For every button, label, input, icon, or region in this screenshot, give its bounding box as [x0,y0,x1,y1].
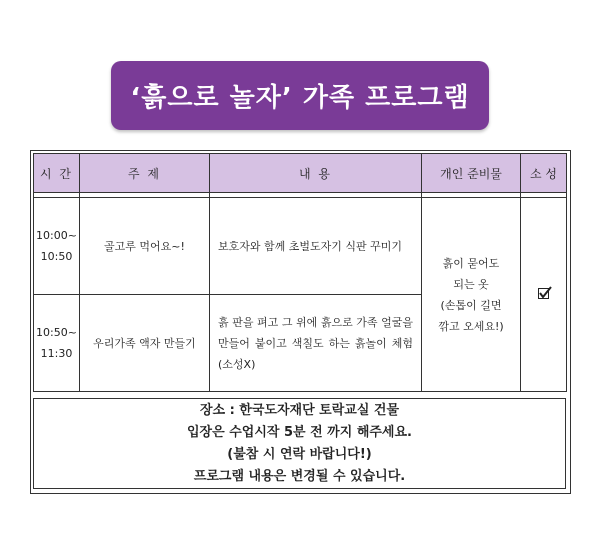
notice-box [33,398,566,489]
prep-line: (손톱이 길면 [440,298,502,312]
page-title: ‘흙으로 놀자’ 가족 프로그램 [130,83,470,113]
prep-line: 흙이 묻어도 [442,256,500,270]
header-row [34,154,567,193]
checked-box-icon [538,288,549,299]
table-row [34,198,567,295]
header-content: 내 용 [210,154,422,193]
notice-change: 프로그램 내용은 변경될 수 있습니다. [193,468,406,484]
prep-line: 되는 옷 [453,277,489,291]
header-small: 소 성 [521,154,567,193]
topic-cell: 골고루 먹어요~! [80,198,210,295]
time-start: 10:00~ [36,229,77,242]
time-end: 11:30 [40,347,73,360]
notice-entry: 입장은 수업시작 5분 전 까지 해주세요. [187,424,412,440]
notice-absence: (불참 시 연락 바랍니다!) [227,446,372,462]
time-start: 10:50~ [36,326,77,339]
header-time: 시 간 [34,154,80,193]
prep-cell [422,198,521,392]
topic-cell: 우리가족 액자 만들기 [80,295,210,392]
time-cell [34,198,80,295]
schedule-table [33,153,567,392]
notice-location: 장소 : 한국도자재단 토락교실 건물 [199,402,400,418]
content-cell: 흙 판을 펴고 그 위에 흙으로 가족 얼굴을 만들어 붙이고 색칠도 하는 흙놀이 체험(소성X) [210,295,422,392]
small-cell [521,198,567,392]
header-topic: 주 제 [80,154,210,193]
time-cell [34,295,80,392]
content-cell: 보호자와 함께 초벌도자기 식판 꾸미기 [210,198,422,295]
time-end: 10:50 [40,250,73,263]
header-prep: 개인 준비물 [422,154,521,193]
prep-line: 깎고 오세요!) [438,319,504,333]
title-banner [111,61,489,130]
